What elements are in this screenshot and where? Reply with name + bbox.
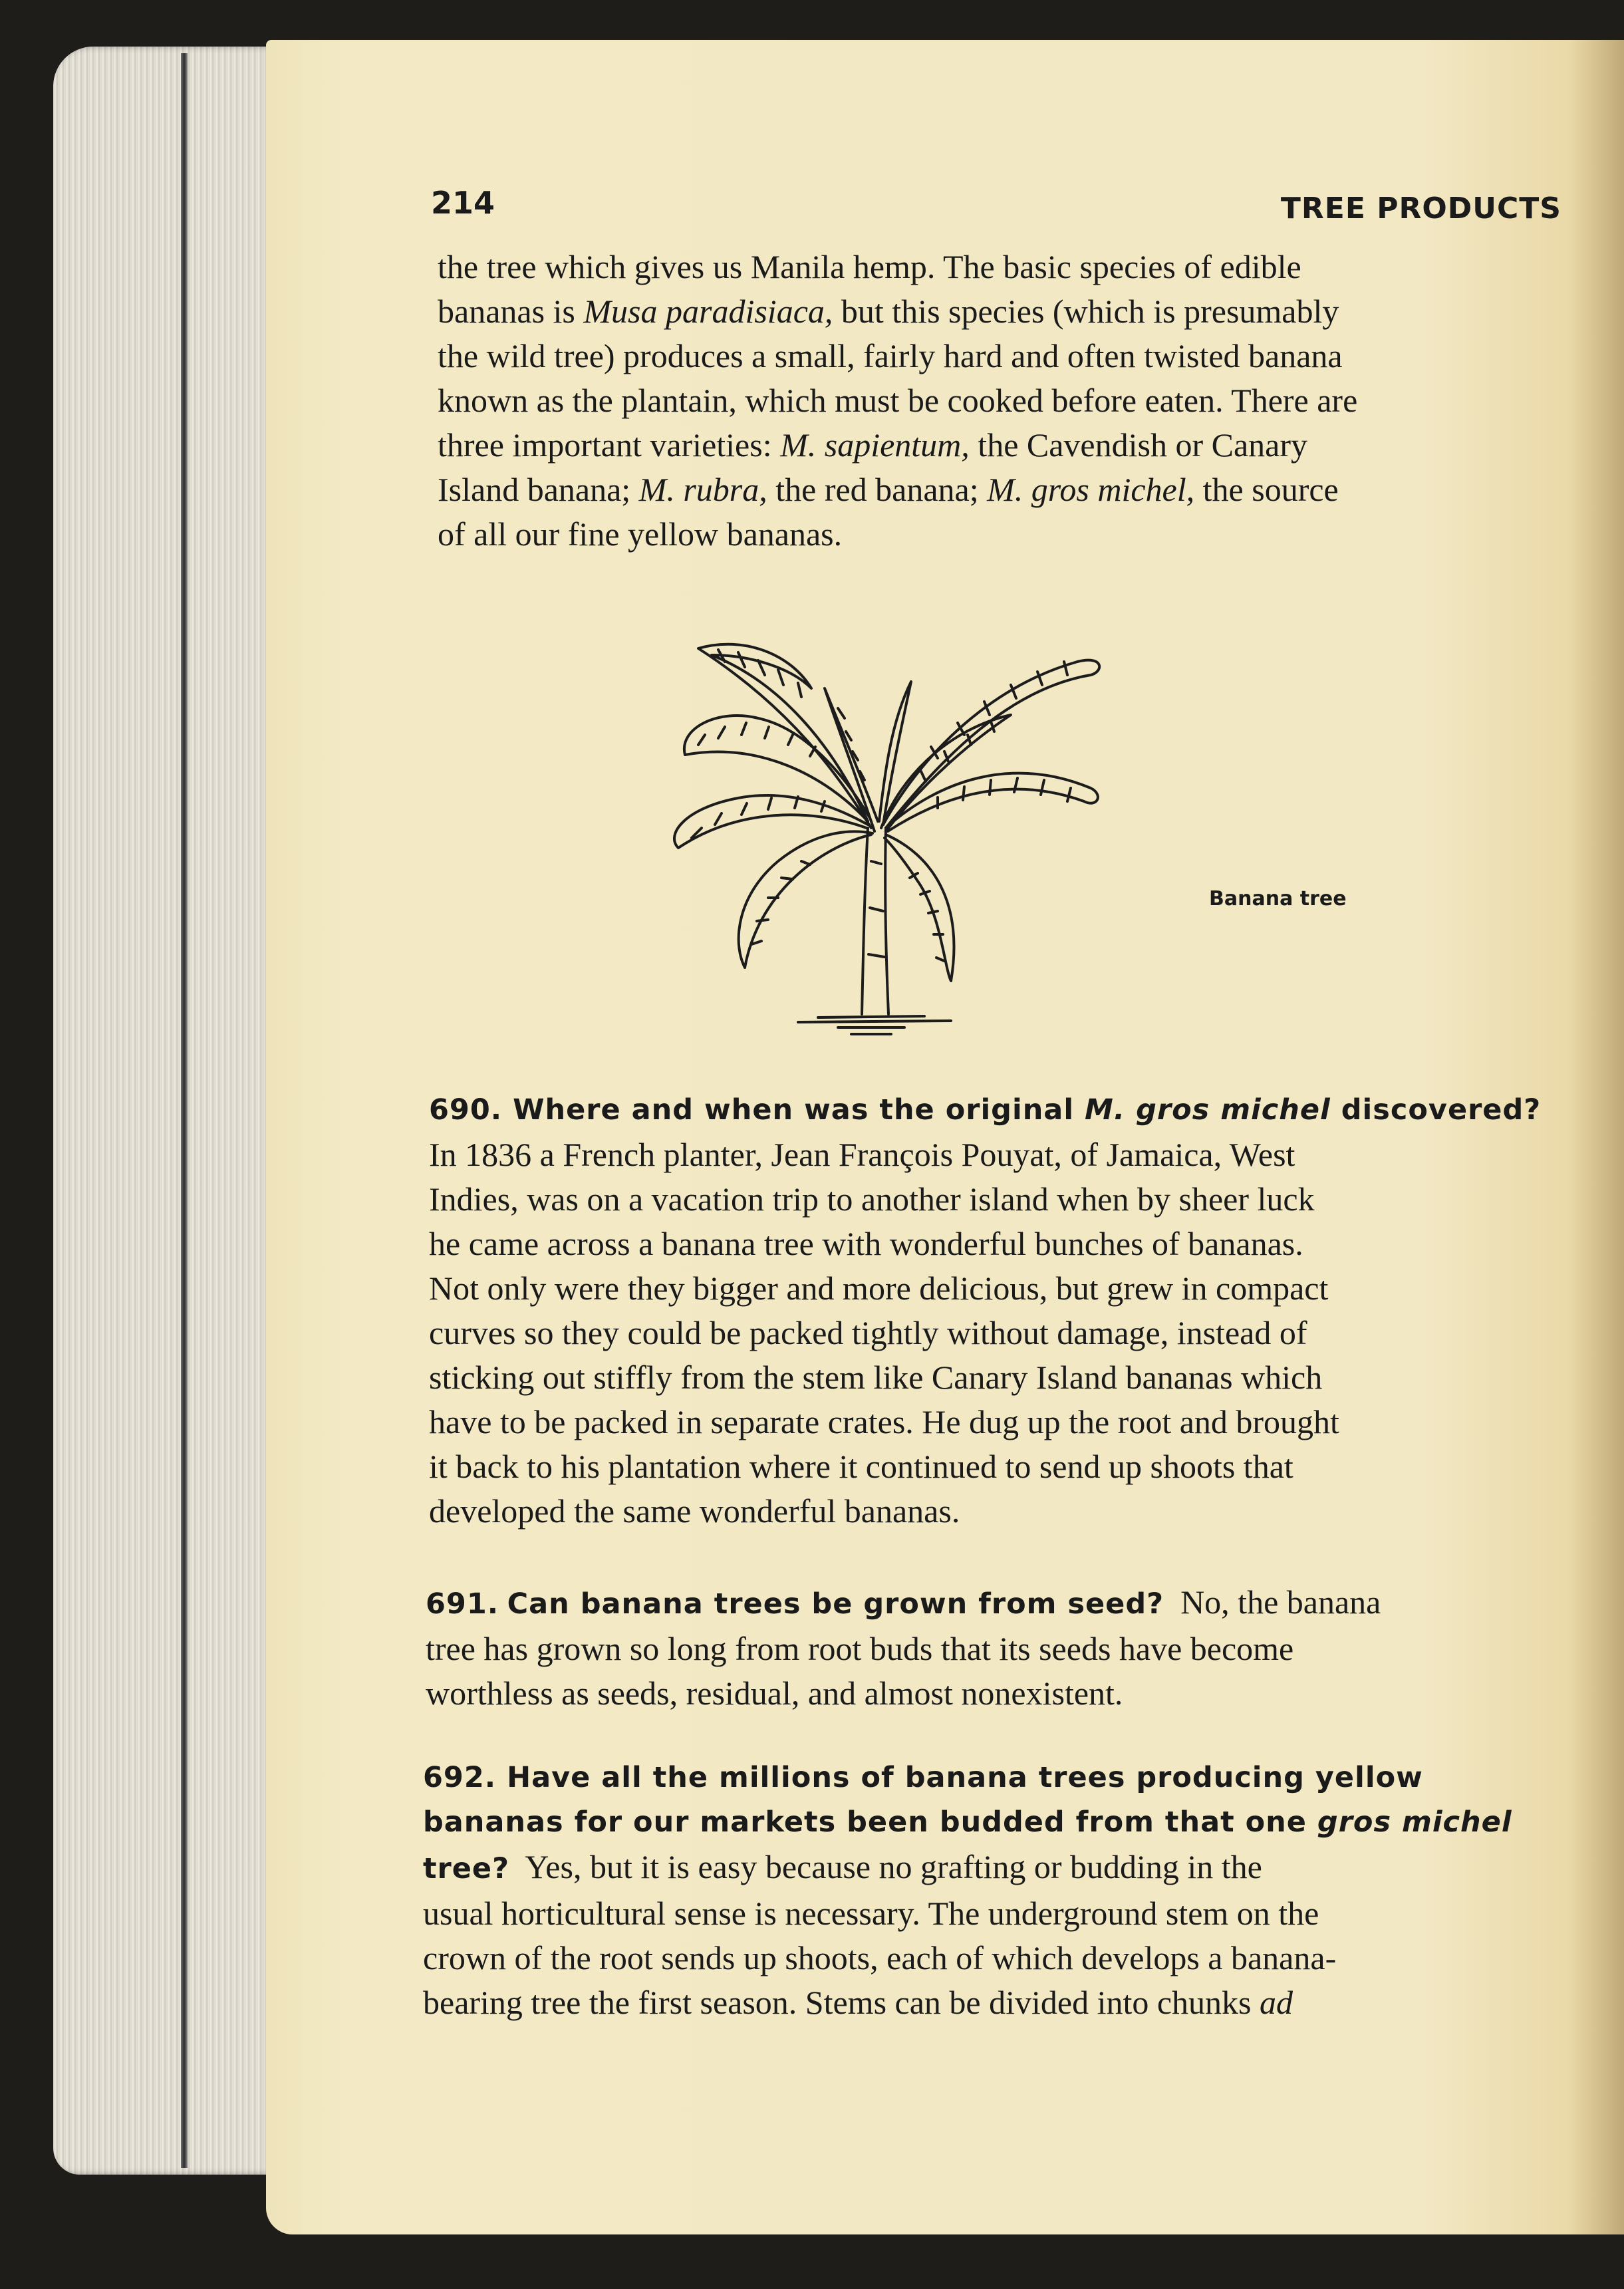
text-line: three important varieties: M. sapientum, the Cavendish or Canary [438,426,1307,464]
text-line: the wild tree) produces a small, fairly hard and often twisted banana [438,337,1343,374]
text-line: developed the same wonderful bananas. [429,1492,960,1530]
text-line: he came across a banana tree with wonderful bunches of bananas. [429,1225,1303,1262]
text-line: worthless as seeds, residual, and almost nonexistent. [426,1675,1123,1712]
text-line: it back to his plantation where it continued to send up shoots that [429,1448,1293,1485]
text-line: usual horticultural sense is necessary. The underground stem on the [423,1895,1319,1932]
page-header [431,185,1561,238]
running-title: TREE PRODUCTS [1280,192,1561,225]
text-line: tree has grown so long from root buds that its seeds have become [426,1630,1294,1667]
text-line: have to be packed in separate crates. He dug up the root and brought [429,1403,1339,1440]
question-heading: 691. Can banana trees be grown from seed? No, the banana [426,1583,1381,1621]
species-name: M. rubra, [638,471,767,508]
question-691 [426,1580,1550,1716]
page-edge-shadow [181,53,188,2168]
text-line: sticking out stiffly from the stem like Canary Island bananas which [429,1359,1323,1396]
species-name: Musa paradisiaca, [583,293,833,330]
question-690 [429,1088,1553,1534]
question-heading: 692. Have all the millions of banana trees producing yellow [423,1761,1423,1794]
text-line: curves so they could be packed tightly without damage, instead of [429,1314,1307,1351]
text-line: known as the plantain, which must be cooked before eaten. There are [438,382,1358,419]
text-line: bananas is Musa paradisiaca, but this species (which is presumably [438,293,1339,330]
question-heading: bananas for our markets been budded from that one gros michel [423,1806,1512,1839]
banana-tree-icon [638,608,1131,1041]
text-line: of all our fine yellow bananas. [438,515,843,553]
banana-tree-illustration [638,608,1131,1041]
intro-paragraph [438,245,1561,557]
page-number: 214 [431,185,495,221]
text-line: Island banana; M. rubra, the red banana; M. gros michel, the source [438,471,1339,508]
text-line: Indies, was on a vacation trip to another island when by sheer luck [429,1180,1315,1218]
question-692 [423,1756,1554,2025]
text-line: crown of the root sends up shoots, each of which develops a banana- [423,1939,1337,1976]
page-edges [53,47,273,2175]
text-line: In 1836 a French planter, Jean François Pouyat, of Jamaica, West [429,1136,1295,1173]
text-line: bearing tree the first season. Stems can be divided into chunks ad [423,1984,1293,2021]
question-heading: 690. Where and when was the original M. gros michel discovered? [429,1093,1542,1127]
species-name: M. sapientum, [780,426,970,464]
figure-caption: Banana tree [1209,887,1347,910]
text-line: Not only were they bigger and more delicious, but grew in compact [429,1270,1329,1307]
species-name: M. gros michel, [987,471,1195,508]
text-line: the tree which gives us Manila hemp. The basic species of edible [438,248,1301,285]
text-line: tree? Yes, but it is easy because no grafting or budding in the [423,1848,1262,1885]
